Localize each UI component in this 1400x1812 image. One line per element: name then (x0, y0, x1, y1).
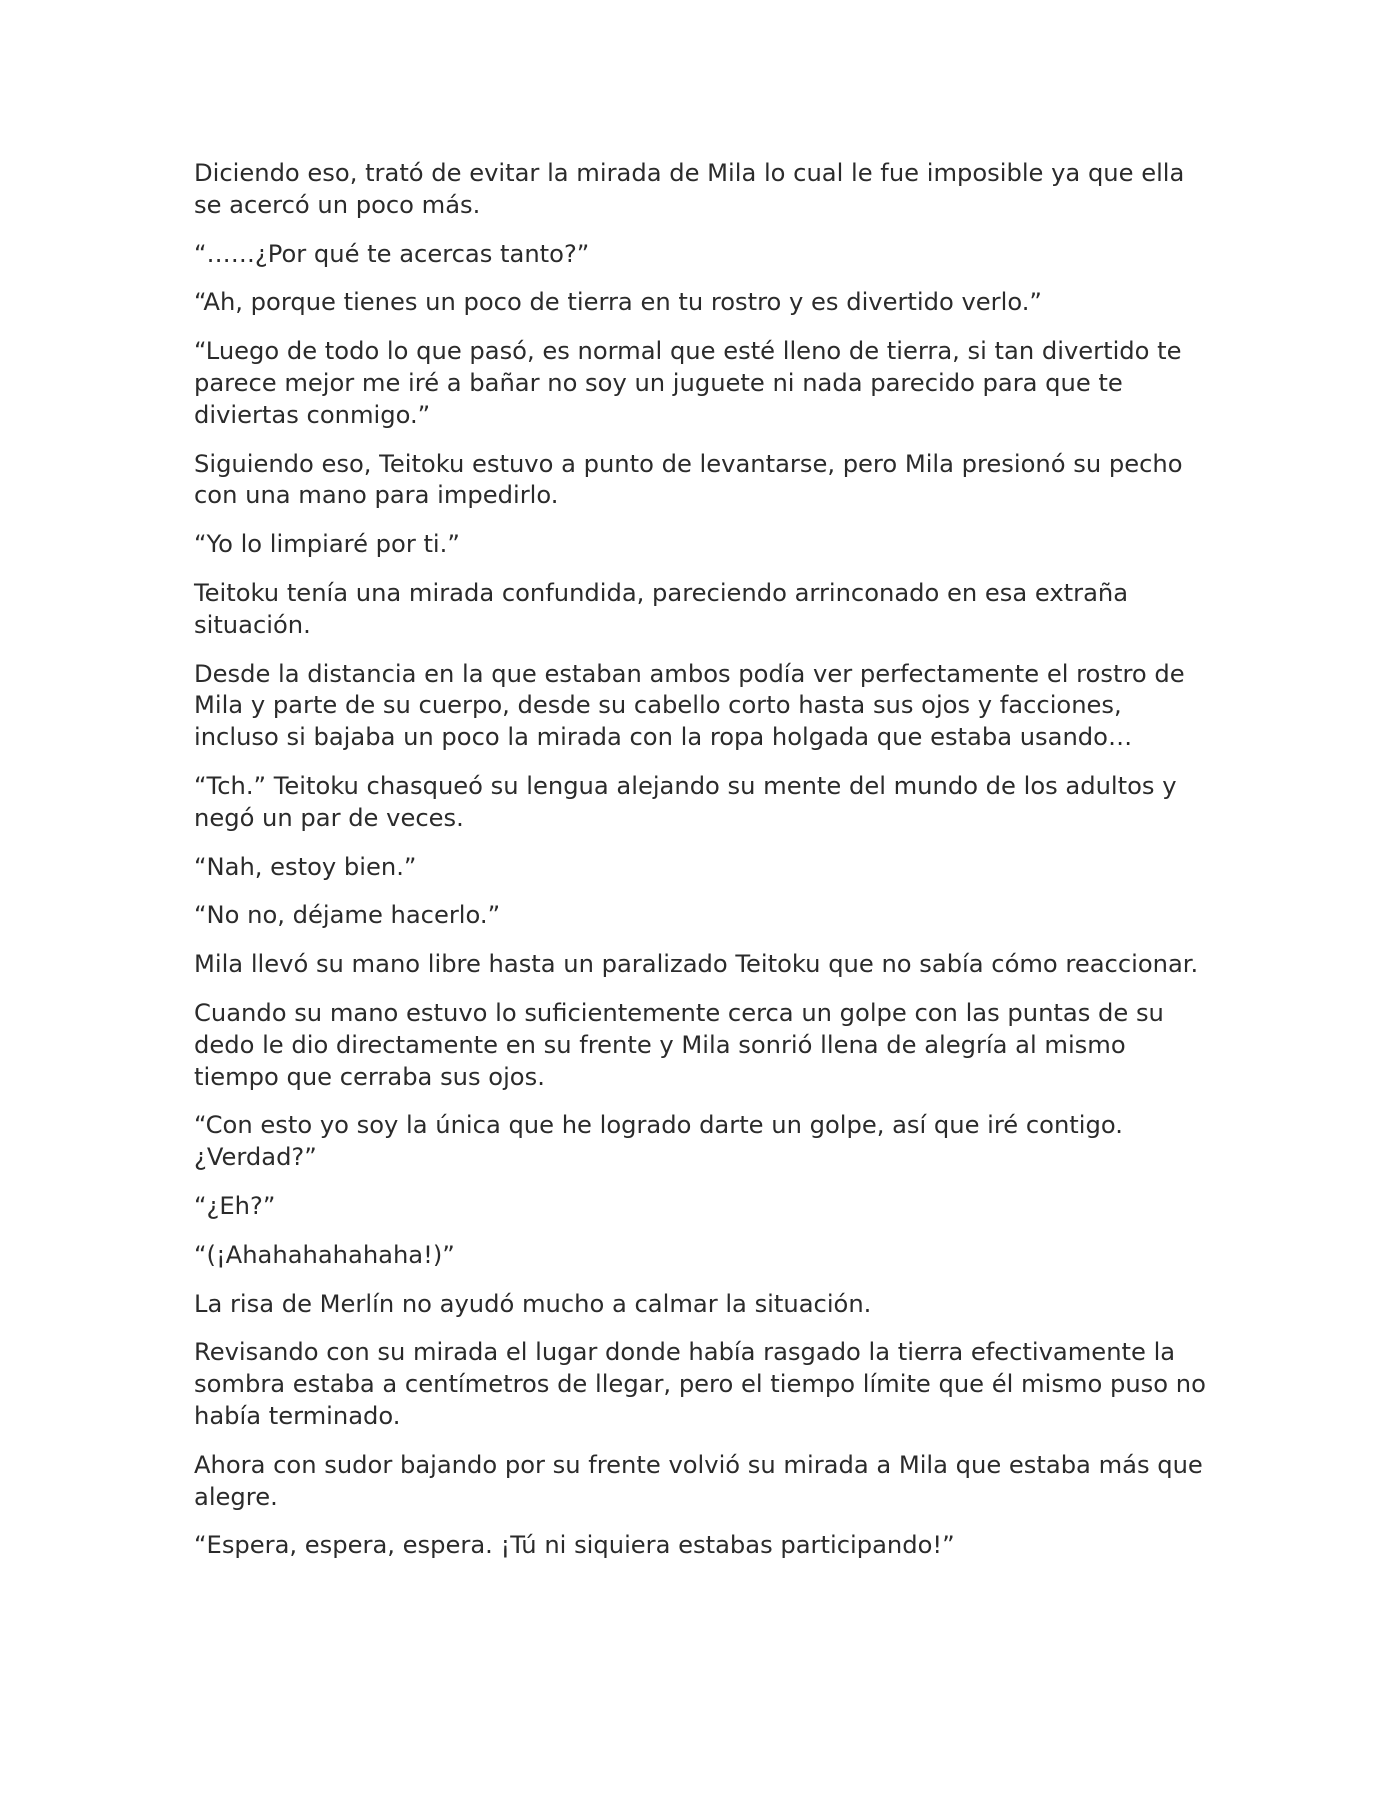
paragraph: “Tch.” Teitoku chasqueó su lengua alejando su mente del mundo de los adultos y negó un par de veces. (194, 771, 1177, 832)
paragraph: La risa de Merlín no ayudó mucho a calmar la situación. (194, 1289, 872, 1318)
paragraph: Siguiendo eso, Teitoku estuvo a punto de levantarse, pero Mila presionó su pecho con una mano para impedirlo. (194, 449, 1183, 510)
paragraph: Diciendo eso, trató de evitar la mirada de Mila lo cual le fue imposible ya que ella se acercó un poco más. (194, 159, 1185, 219)
paragraph: “Espera, espera, espera. ¡Tú ni siquiera estabas participando!” (194, 1531, 955, 1560)
paragraph: “Yo lo limpiaré por ti.” (194, 530, 460, 559)
paragraph: “……¿Por qué te acercas tanto?” (194, 239, 590, 268)
paragraph: “Nah, estoy bien.” (194, 852, 417, 881)
paragraph: “Con esto yo soy la única que he logrado darte un golpe, así que iré contigo. ¿Verdad?” (194, 1111, 1123, 1172)
paragraph: “No no, déjame hacerlo.” (194, 901, 501, 930)
paragraph: Ahora con sudor bajando por su frente volvió su mirada a Mila que estaba más que alegre. (194, 1450, 1203, 1511)
paragraph: Cuando su mano estuvo lo suficientemente cerca un golpe con las puntas de su dedo le dio directamente en su frente y Mila sonrió llena de alegría al mismo tiempo que cerraba sus ojos. (194, 998, 1164, 1091)
paragraph: “Luego de todo lo que pasó, es normal que esté lleno de tierra, si tan divertido te parece mejor me iré a bañar no soy un juguete ni nada parecido para que te diviertas conmigo.” (194, 337, 1182, 429)
paragraph: Teitoku tenía una mirada confundida, pareciendo arrinconado en esa extraña situación. (194, 578, 1129, 639)
paragraph: Revisando con su mirada el lugar donde había rasgado la tierra efectivamente la sombra estaba a centímetros de llegar, pero el tiempo límite que él mismo puso no había terminado. (194, 1338, 1206, 1430)
paragraph: “¿Eh?” (194, 1191, 276, 1220)
document-body (194, 158, 1214, 1579)
paragraph: “(¡Ahahahahahaha!)” (194, 1240, 455, 1269)
paragraph: “Ah, porque tienes un poco de tierra en tu rostro y es divertido verlo.” (194, 288, 1042, 317)
paragraph: Mila llevó su mano libre hasta un paralizado Teitoku que no sabía cómo reaccionar. (194, 950, 1199, 979)
paragraph: Desde la distancia en la que estaban ambos podía ver perfectamente el rostro de Mila y parte de su cuerpo, desde su cabello corto hasta sus ojos y facciones, incluso si bajaba un poco la mirada con la ropa holgada que estaba usando… (194, 659, 1185, 752)
